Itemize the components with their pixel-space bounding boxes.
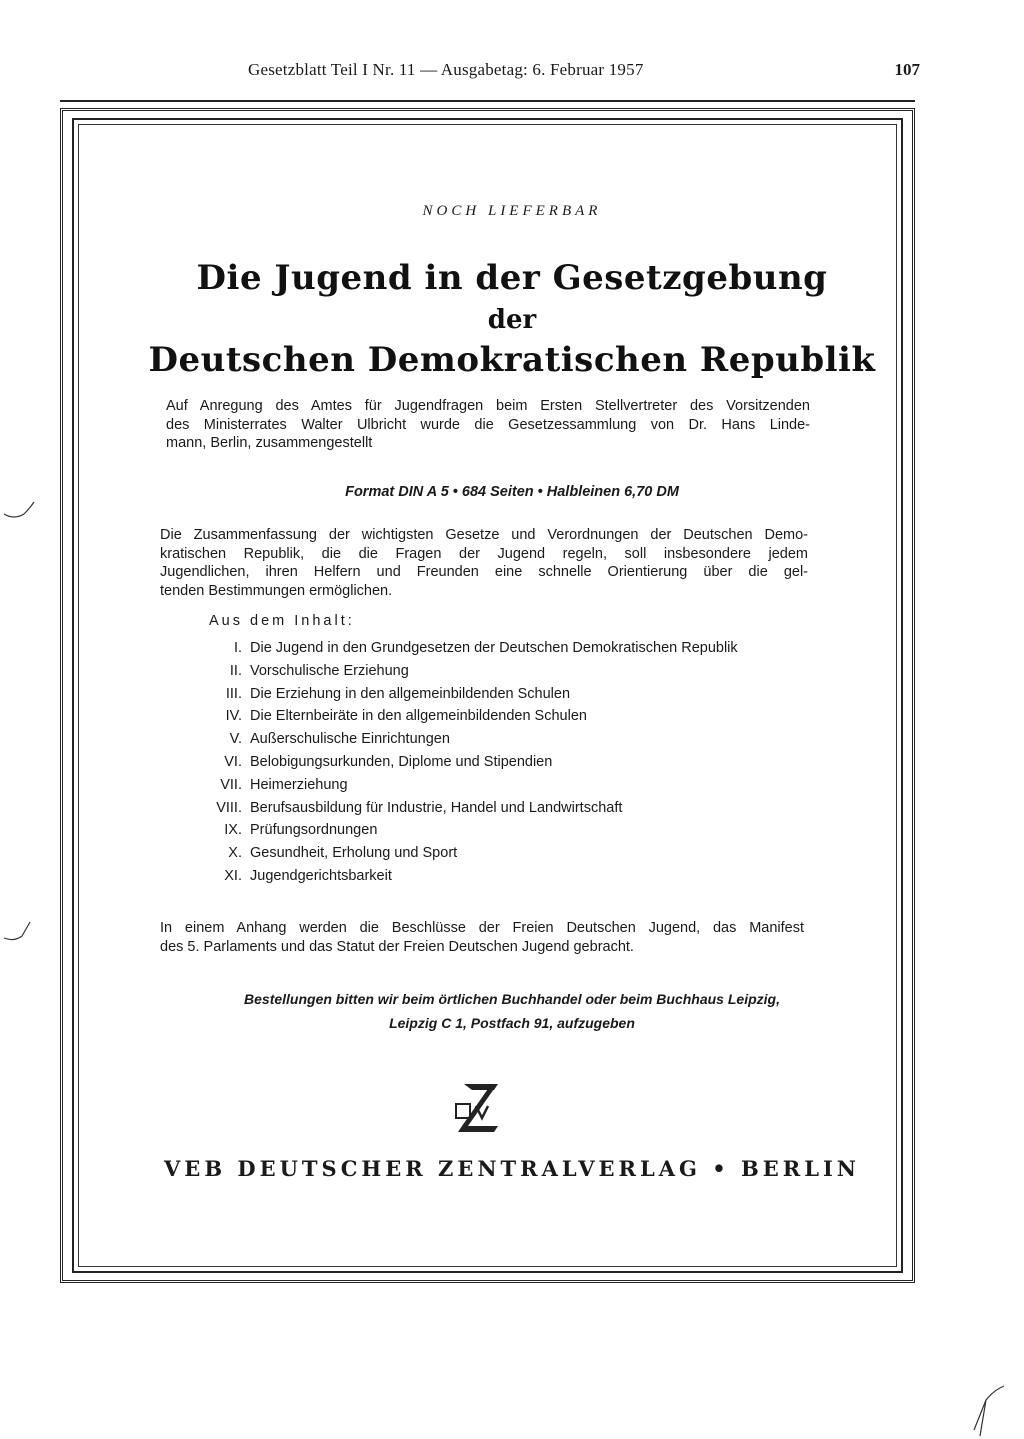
page-number: 107	[894, 60, 920, 79]
item-number: VII.	[220, 776, 242, 793]
item-text: Berufsausbildung für Industrie, Handel und Landwirtschaft	[250, 799, 623, 816]
intro-paragraph	[166, 397, 810, 453]
item-number: III.	[225, 685, 242, 702]
publisher-name: VEB DEUTSCHER ZENTRALVERLAG • BERLIN	[164, 1156, 860, 1181]
list-item	[190, 754, 830, 777]
item-number: VIII.	[216, 799, 242, 816]
list-item	[190, 777, 830, 800]
item-text: Heimerziehung	[250, 776, 348, 793]
list-item	[190, 845, 830, 868]
item-number: XI.	[224, 867, 242, 884]
item-number: IV.	[225, 708, 242, 725]
summary-paragraph	[160, 526, 808, 600]
list-item	[190, 663, 830, 686]
summary-line: Jugendlichen, ihren Helfern und Freunden eine schnelle Orientierung über die gel-	[160, 564, 808, 580]
list-item	[190, 640, 830, 663]
item-text: Die Elternbeiräte in den allgemeinbildenden Schulen	[250, 708, 587, 725]
intro-line: mann, Berlin, zusammengestellt	[166, 435, 373, 451]
item-number: IX.	[224, 822, 242, 839]
item-text: Prüfungsordnungen	[250, 822, 378, 839]
order-line-2: Leipzig C 1, Postfach 91, aufzugeben	[389, 1015, 635, 1031]
item-number: V.	[229, 731, 242, 748]
list-item	[190, 708, 830, 731]
item-text: Die Erziehung in den allgemeinbildenden Schulen	[250, 685, 571, 702]
contents-list	[190, 640, 830, 891]
kicker: NOCH LIEFERBAR	[422, 203, 602, 219]
summary-line: kratischen Republik, die die Fragen der Jugend regeln, soll insbesondere jedem	[160, 545, 808, 562]
margin-pencil-mark	[960, 1380, 1010, 1439]
appendix-line: In einem Anhang werden die Beschlüsse der Freien Deutschen Jugend, das Manifest	[160, 920, 804, 936]
order-note	[0, 987, 1024, 1035]
item-text: Belobigungsurkunden, Diplome und Stipendien	[250, 753, 553, 770]
item-text: Vorschulische Erziehung	[250, 662, 409, 679]
gazette-title: Gesetzblatt Teil I Nr. 11 — Ausgabetag: 6. Februar 1957	[248, 60, 644, 79]
item-number: VI.	[224, 753, 242, 770]
list-item	[190, 822, 830, 845]
intro-line: des Ministerrates Walter Ulbricht wurde die Gesetzessammlung von Dr. Hans Linde-	[166, 416, 810, 433]
page-header	[248, 60, 920, 84]
list-item	[190, 868, 830, 891]
contents-heading: Aus dem Inhalt:	[209, 613, 355, 629]
item-number: I.	[233, 640, 242, 656]
item-text: Außerschulische Einrichtungen	[250, 731, 450, 748]
item-number: II.	[229, 662, 242, 679]
appendix-paragraph	[160, 919, 804, 956]
list-item	[190, 686, 830, 709]
summary-line: tenden Bestimmungen ermöglichen.	[160, 582, 393, 599]
item-text: Die Jugend in den Grundgesetzen der Deutschen Demokratischen Republik	[250, 640, 738, 656]
intro-line: Auf Anregung des Amtes für Jugendfragen beim Ersten Stellvertreter des Vorsitzenden	[166, 398, 810, 414]
summary-line: Die Zusammenfassung der wichtigsten Gesetze und Verordnungen der Deutschen Demo-	[160, 527, 808, 543]
item-number: X.	[228, 845, 242, 862]
headline-line-2: der	[487, 305, 537, 335]
header-rule	[60, 100, 915, 102]
publisher-logo-icon	[450, 1080, 510, 1136]
headline-line-1: Die Jugend in der Gesetzgebung	[196, 258, 828, 298]
list-item	[190, 731, 830, 754]
item-text: Jugendgerichtsbarkeit	[250, 867, 392, 884]
order-line-1: Bestellungen bitten wir beim örtlichen Buchhandel oder beim Buchhaus Leipzig,	[244, 991, 780, 1007]
list-item	[190, 800, 830, 823]
format-line: Format DIN A 5 • 684 Seiten • Halbleinen 6,70 DM	[345, 484, 679, 500]
appendix-line: des 5. Parlaments und das Statut der Freien Deutschen Jugend gebracht.	[160, 938, 634, 955]
margin-pencil-mark	[0, 500, 40, 530]
margin-pencil-mark	[0, 916, 40, 956]
headline-line-3: Deutschen Demokratischen Republik	[148, 340, 876, 380]
item-text: Gesundheit, Erholung und Sport	[250, 845, 458, 862]
